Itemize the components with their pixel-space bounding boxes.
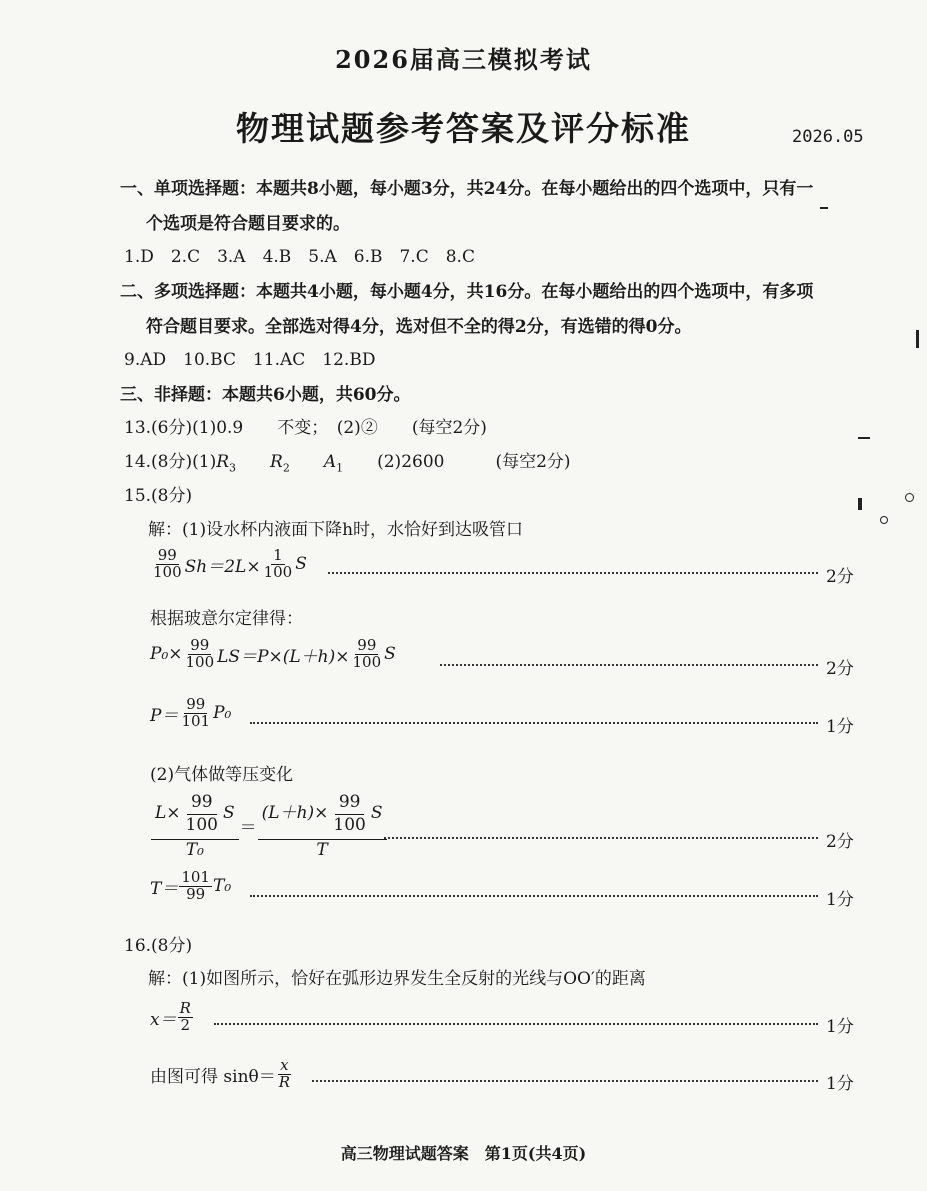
section1-line1: 一、单项选择题：本题共8小题，每小题3分，共24分。在每小题给出的四个选项中，只有一 [120, 179, 814, 199]
q15-eq2-score: 2分 [826, 659, 854, 679]
q14-r2: R [270, 452, 283, 472]
q15-intro: 解：(1)设水杯内液面下降h时，水恰好到达吸管口 [148, 520, 524, 540]
q15-eq1-score: 2分 [826, 567, 854, 587]
section2-line2: 符合题目要求。全部选对得4分，选对但不全的得2分，有选错的得0分。 [146, 317, 692, 337]
q15-eq4-equals: ＝ [239, 818, 257, 839]
q14-a1: A [323, 452, 337, 472]
q15-part2: (2)气体做等压变化 [150, 765, 294, 785]
q15-eq3-den: 101 [181, 711, 211, 730]
dotted-leader [250, 722, 818, 724]
section3-heading: 三、非择题：本题共6小题，共60分。 [120, 385, 411, 405]
q16-equation-2 [150, 1058, 293, 1091]
q14-r2-sub: 2 [282, 461, 290, 475]
q15-eq5-a: T＝ [150, 878, 179, 899]
q15-equation-1 [150, 548, 307, 581]
q14-r3: R [216, 452, 230, 472]
q15-equation-2 [150, 638, 396, 671]
q16-equation-1 [150, 1001, 194, 1034]
document-title: 物理试题参考答案及评分标准 [236, 109, 691, 148]
section2-line1: 二、多项选择题：本题共4小题，每小题4分，共16分。在每小题给出的四个选项中，有多项 [120, 282, 814, 302]
q15-eq4-rn-fden: 100 [333, 814, 366, 835]
section1-line2: 个选项是符合题目要求的。 [146, 214, 350, 234]
q15-eq2-a: P₀× [150, 644, 183, 665]
scan-mark [820, 207, 828, 209]
q15-equation-3 [150, 697, 231, 730]
q15-eq2-c: S [384, 644, 396, 665]
q15-equation-4 [150, 790, 388, 862]
q16-intro: 解：(1)如图所示，恰好在弧形边界发生全反射的光线与OO′的距离 [148, 969, 646, 989]
q15-boyle-law: 根据玻意尔定律得： [150, 609, 303, 629]
q15-eq2-f2-den: 100 [352, 652, 382, 671]
q15-eq2-f2-num: 99 [357, 636, 377, 654]
scan-mark [858, 498, 862, 510]
q16-eq1-score: 1分 [826, 1017, 854, 1037]
q16-label: 16.(8分) [124, 936, 193, 956]
dotted-leader [440, 664, 818, 666]
scan-mark [905, 493, 914, 502]
q15-eq5-score: 1分 [826, 890, 854, 910]
q15-eq4-rn-fnum: 99 [335, 792, 365, 815]
section1-answers: 1.D 2.C 3.A 4.B 5.A 6.B 7.C 8.C [124, 247, 475, 267]
q13-answer: 13.(6分)(1)0.9 不变； (2)② (每空2分) [124, 418, 487, 438]
dotted-leader [312, 1080, 818, 1082]
q15-eq1-frac-num: 1 [273, 546, 283, 564]
q15-eq3-a: P＝ [150, 705, 179, 726]
q15-eq4-ln-fnum: 99 [187, 792, 217, 815]
q14-a1-sub: 1 [336, 461, 344, 475]
q15-eq3-score: 1分 [826, 717, 854, 737]
q14-suffix: (2)2600 (每空2分) [377, 452, 571, 472]
q16-eq2-num: x [280, 1056, 289, 1074]
exam-title: 2026届高三模拟考试 [335, 45, 592, 74]
q15-eq2-f1-num: 99 [190, 636, 210, 654]
q16-eq1-den: 2 [180, 1015, 191, 1034]
dotted-leader [250, 895, 818, 897]
q15-eq1-pre-den: 100 [153, 562, 182, 581]
q14-prefix: 14.(8分)(1) [124, 452, 217, 472]
q15-eq4-ln-fden: 100 [185, 814, 218, 835]
q15-eq2-b: LS＝P×(L＋h)× [217, 646, 350, 667]
dotted-leader [214, 1023, 818, 1025]
dotted-leader [328, 572, 818, 574]
scan-mark [916, 330, 919, 348]
q15-label: 15.(8分) [124, 486, 193, 506]
section2-answers: 9.AD 10.BC 11.AC 12.BD [124, 350, 376, 370]
scan-mark [858, 437, 870, 439]
q15-eq4-right-den: T [316, 839, 328, 860]
q15-eq2-f1-den: 100 [185, 652, 215, 671]
q15-eq5-b: T₀ [212, 876, 232, 897]
q15-equation-5 [150, 870, 231, 903]
q14-answer [124, 447, 571, 474]
q16-eq2-den: R [278, 1072, 291, 1091]
q15-eq4-score: 2分 [826, 832, 854, 852]
page-footer: 高三物理试题答案 第1页(共4页) [340, 1144, 587, 1163]
q16-eq1-a: x＝ [150, 1009, 177, 1030]
q15-eq1-pre-num: 99 [157, 546, 177, 564]
q15-eq5-den: 99 [186, 884, 206, 903]
q15-eq4-ln-b: S [223, 803, 235, 824]
q15-eq5-num: 101 [181, 868, 210, 886]
dotted-leader [384, 837, 818, 839]
q15-eq4-right-fraction [258, 790, 387, 862]
q15-eq4-rn-b: S [370, 803, 383, 824]
q16-eq2-a: 由图可得 sinθ＝ [150, 1066, 276, 1087]
q15-eq1-mid: Sh＝2L× [184, 556, 261, 577]
q15-eq1-frac-den: 100 [263, 562, 293, 581]
q15-eq4-rn-a: (L＋h)× [261, 803, 329, 824]
q15-eq4-left-fraction [151, 790, 239, 862]
q15-eq4-ln-a: L× [155, 803, 181, 824]
q15-eq1-end: S [295, 554, 307, 575]
date-label: 2026.05 [792, 127, 864, 147]
q15-eq3-b: P₀ [213, 703, 232, 724]
q16-eq1-num: R [179, 999, 191, 1017]
scan-mark [880, 516, 888, 524]
q15-eq3-num: 99 [186, 695, 206, 713]
q14-r3-sub: 3 [229, 461, 237, 475]
q15-eq4-left-den: T₀ [185, 839, 204, 860]
q16-eq2-score: 1分 [826, 1074, 854, 1094]
